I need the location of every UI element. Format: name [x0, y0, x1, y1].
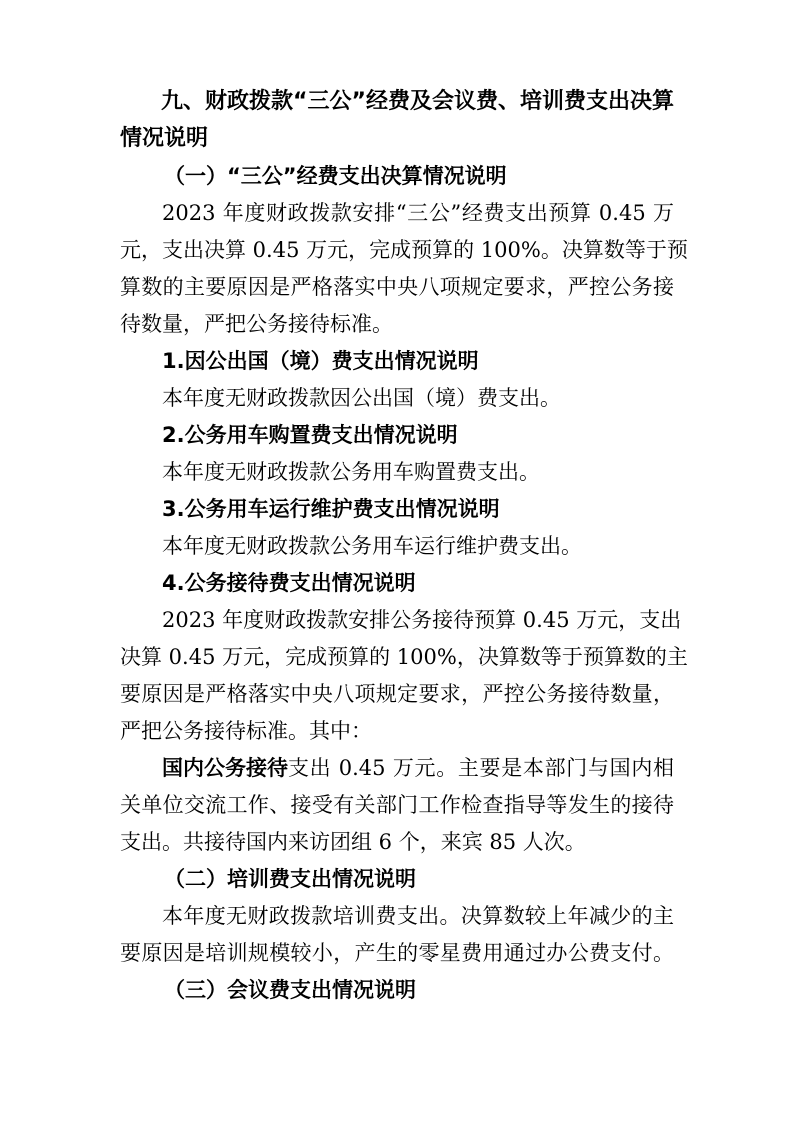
paragraph-line: 本年度无财政拨款培训费支出。决算数较上年减少的主 — [162, 904, 674, 928]
item-heading-reception: 4.公务接待费支出情况说明 — [162, 571, 416, 595]
subsection-heading-sangong: （一）“三公”经费支出决算情况说明 — [164, 164, 507, 188]
subsection-heading-meeting: （三）会议费支出情况说明 — [164, 978, 416, 1002]
domestic-reception-text: 支出 0.45 万元。主要是本部门与国内相 — [288, 756, 674, 780]
paragraph-line: 要原因是严格落实中央八项规定要求，严控公务接待数量， — [120, 682, 674, 706]
item-heading-vehicle-maintenance: 3.公务用车运行维护费支出情况说明 — [162, 497, 500, 521]
domestic-reception-line — [162, 753, 674, 783]
paragraph-line: 待数量，严把公务接待标准。 — [120, 312, 393, 336]
subsection-heading-training: （二）培训费支出情况说明 — [164, 867, 416, 891]
paragraph-line: 决算 0.45 万元，完成预算的 100%，决算数等于预算数的主 — [120, 645, 688, 669]
paragraph-line: 2023 年度财政拨款安排“三公”经费支出预算 0.45 万 — [162, 201, 674, 225]
paragraph-line: 算数的主要原因是严格落实中央八项规定要求，严控公务接 — [120, 275, 674, 299]
section-title-line1: 九、财政拨款“三公”经费及会议费、培训费支出决算 — [161, 89, 674, 114]
item-heading-overseas: 1.因公出国（境）费支出情况说明 — [162, 349, 479, 373]
paragraph-line: 严把公务接待标准。其中： — [120, 719, 372, 743]
item-text-vehicle-maintenance: 本年度无财政拨款公务用车运行维护费支出。 — [162, 534, 582, 558]
paragraph-line: 元，支出决算 0.45 万元，完成预算的 100%。决算数等于预 — [120, 238, 688, 262]
paragraph-line: 要原因是培训规模较小，产生的零星费用通过办公费支付。 — [120, 941, 674, 965]
item-heading-vehicle-purchase: 2.公务用车购置费支出情况说明 — [162, 423, 458, 447]
paragraph-line: 关单位交流工作、接受有关部门工作检查指导等发生的接待 — [120, 793, 674, 817]
paragraph-line: 2023 年度财政拨款安排公务接待预算 0.45 万元，支出 — [162, 608, 682, 632]
paragraph-line: 支出。共接待国内来访团组 6 个，来宾 85 人次。 — [120, 830, 586, 854]
item-text-vehicle-purchase: 本年度无财政拨款公务用车购置费支出。 — [162, 460, 540, 484]
item-text-overseas: 本年度无财政拨款因公出国（境）费支出。 — [162, 386, 561, 410]
domestic-reception-label: 国内公务接待 — [162, 756, 288, 780]
section-title-line2: 情况说明 — [120, 126, 209, 151]
